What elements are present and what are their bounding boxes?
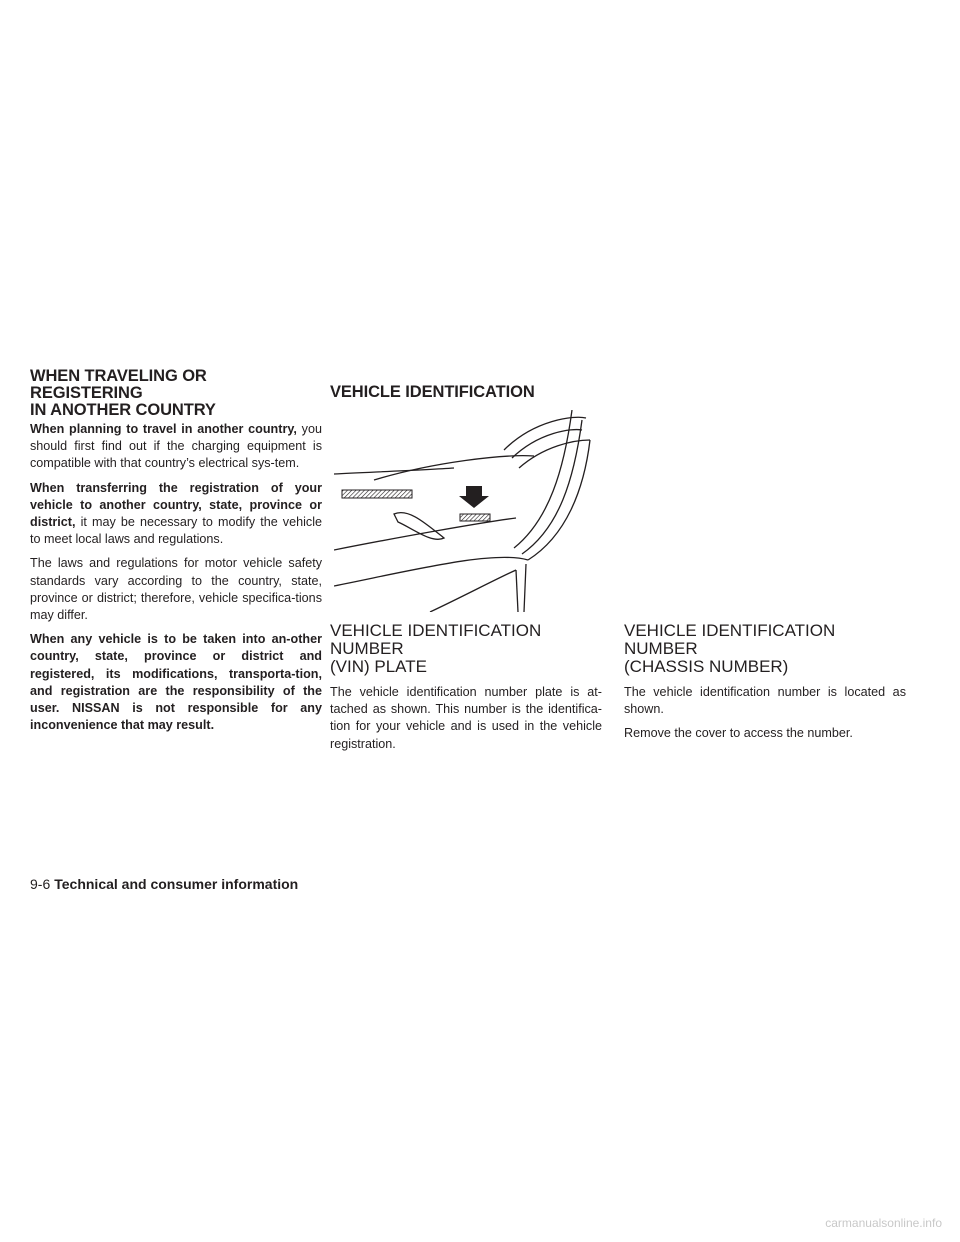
paragraph-remove-cover: Remove the cover to access the number.	[624, 726, 853, 741]
subheading-chassis-line-1: VEHICLE IDENTIFICATION NUMBER	[624, 621, 836, 658]
left-column	[30, 368, 322, 741]
page-number: 9-6	[30, 876, 51, 892]
page-footer	[30, 876, 298, 892]
vin-plate-illustration	[334, 410, 606, 612]
paragraph-travel-text: you should first find out if the charging equipment is compatible with that country’s electrical sys-tem.	[30, 422, 322, 471]
paragraph-registration-text: it may be necessary to modify the vehicle to meet local laws and regulations.	[30, 515, 322, 547]
paragraph-registration	[30, 480, 322, 549]
paragraph-vin-plate: The vehicle identification number plate is at-tached as shown. This number is the identifica-tion for your vehicle and is used in the vehicle registration.	[330, 685, 602, 751]
paragraph-registration-bold: When transferring the registration of your vehicle to another country, state, province or district,	[30, 480, 322, 530]
paragraph-travel	[30, 421, 322, 473]
watermark: carmanualsonline.info	[825, 1216, 942, 1230]
paragraph-responsibility-bold: When any vehicle is to be taken into an-other country, state, province or district and registered, its modifications, transporta-tion, and registration are the responsibility of the user. NISSAN is not responsible for any inconvenience that may result.	[30, 632, 322, 733]
middle-column-heading	[330, 384, 602, 401]
middle-column	[330, 622, 602, 760]
section-heading-vehicle-identification: VEHICLE IDENTIFICATION	[330, 383, 535, 401]
paragraph-responsibility	[30, 631, 322, 734]
heading-line-1: WHEN TRAVELING OR REGISTERING	[30, 367, 207, 402]
subheading-vin-line-2: (VIN) PLATE	[330, 657, 427, 676]
right-column	[624, 622, 906, 750]
subheading-chassis-number	[624, 622, 906, 676]
subheading-chassis-line-2: (CHASSIS NUMBER)	[624, 657, 789, 676]
chapter-title: Technical and consumer information	[54, 876, 299, 892]
subheading-vin-line-1: VEHICLE IDENTIFICATION NUMBER	[330, 621, 542, 658]
arrow-down-icon	[459, 486, 489, 508]
paragraph-travel-bold: When planning to travel in another country,	[30, 422, 297, 436]
subheading-vin-plate	[330, 622, 602, 676]
paragraph-chassis-location: The vehicle identification number is located as shown.	[624, 685, 906, 717]
section-heading-traveling	[30, 368, 322, 419]
paragraph-laws: The laws and regulations for motor vehicle safety standards vary according to the country, state, province or district; therefore, vehicle specifica-tions may differ.	[30, 556, 322, 623]
heading-line-2: IN ANOTHER COUNTRY	[30, 401, 216, 419]
